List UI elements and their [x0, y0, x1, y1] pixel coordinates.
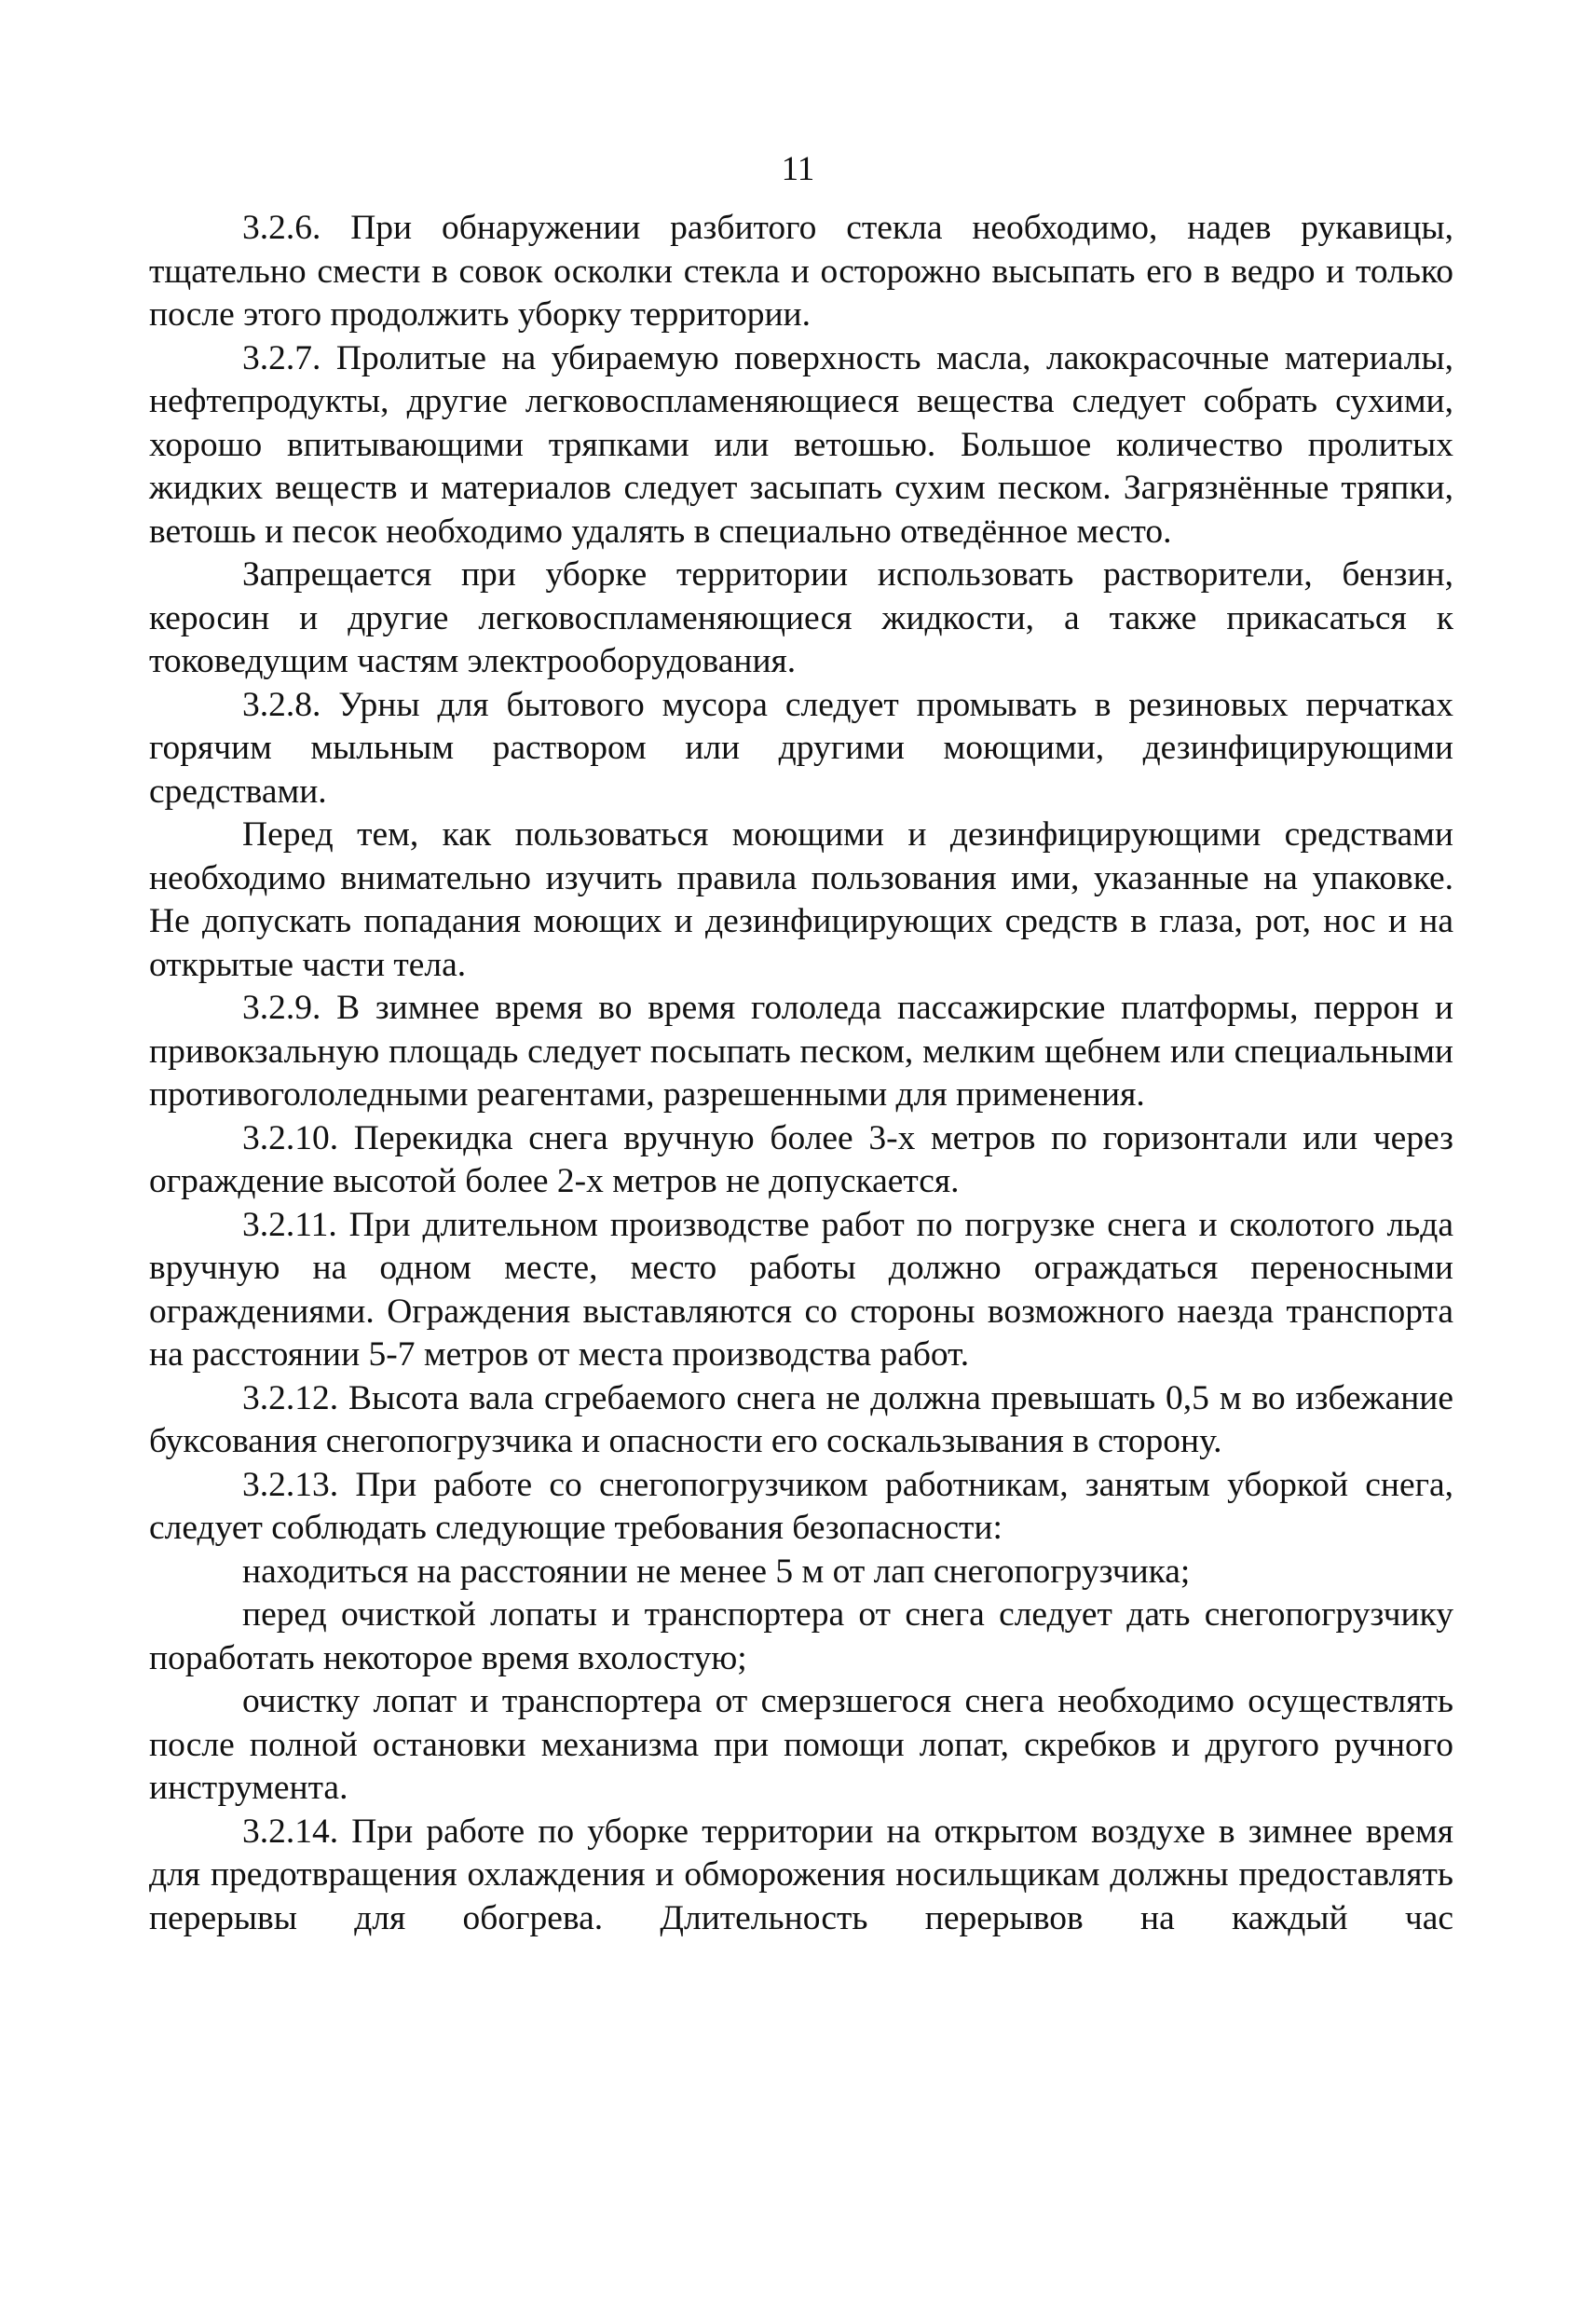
paragraph-3-2-9: 3.2.9. В зимнее время во время гололеда пассажирские платформы, перрон и привокзальную площадь следует посыпать песком, мелким щебнем или специальными противогололедными реагентами, разрешенными для применения. [149, 989, 1453, 1114]
paragraph-3-2-8: 3.2.8. Урны для бытового мусора следует промывать в резиновых перчатках горячим мыльным раствором или другими моющими, дезинфицирующими средствами. [149, 685, 1453, 811]
body-text [149, 207, 1453, 1940]
paragraph-3-2-10: 3.2.10. Перекидка снега вручную более 3-х метров по горизонтали или через ограждение высотой более 2-х метров не допускается. [149, 1118, 1453, 1200]
paragraph-requirement-cleaning: очистку лопат и транспортера от смерзшегося снега необходимо осуществлять после полной остановки механизма при помощи лопат, скребков и другого ручного инструмента. [149, 1682, 1453, 1807]
paragraph-3-2-6: 3.2.6. При обнаружении разбитого стекла необходимо, надев рукавицы, тщательно смести в совок осколки стекла и осторожно высыпать его в ведро и только после этого продолжить уборку территории. [149, 209, 1453, 334]
paragraph-requirement-distance: находиться на расстоянии не менее 5 м от лап снегопогрузчика; [242, 1552, 1191, 1591]
paragraph-3-2-14: 3.2.14. При работе по уборке территории на открытом воздухе в зимнее время для предотвращения охлаждения и обморожения носильщикам должны предоставлять перерывы для обогрева. Длительность перерывов на каждый час [149, 1812, 1453, 1937]
page-number: 11 [781, 150, 815, 188]
paragraph-3-2-7: 3.2.7. Пролитые на убираемую поверхность масла, лакокрасочные материалы, нефтепродукты, другие легковоспламеняющиеся вещества следует собрать сухими, хорошо впитывающими тряпками или ветошью. Большое количество пролитых жидких веществ и материалов следует засыпать сухим песком. Загрязнённые тряпки, ветошь и песок необходимо удалять в специально отведённое место. [149, 338, 1453, 551]
paragraph-requirement-idle: перед очисткой лопаты и транспортера от снега следует дать снегопогрузчику поработать некоторое время вхолостую; [149, 1595, 1453, 1677]
paragraph-3-2-13: 3.2.13. При работе со снегопогрузчиком работникам, занятым уборкой снега, следует соблюдать следующие требования безопасности: [149, 1465, 1453, 1547]
paragraph-prohibition: Запрещается при уборке территории использовать растворители, бензин, керосин и другие легковоспламеняющиеся жидкости, а также прикасаться к токоведущим частям электрооборудования. [149, 555, 1453, 680]
paragraph-3-2-12: 3.2.12. Высота вала сгребаемого снега не должна превышать 0,5 м во избежание буксования снегопогрузчика и опасности его соскальзывания в сторону. [149, 1378, 1453, 1460]
paragraph-3-2-11: 3.2.11. При длительном производстве работ по погрузке снега и сколотого льда вручную на одном месте, место работы должно ограждаться переносными ограждениями. Ограждения выставляются со стороны возможного наезда транспорта на расстоянии 5-7 метров от места производства работ. [149, 1205, 1453, 1374]
paragraph-detergents: Перед тем, как пользоваться моющими и дезинфицирующими средствами необходимо внимательно изучить правила пользования ими, указанные на упаковке. Не допускать попадания моющих и дезинфицирующих средств в глаза, рот, нос и на открытые части тела. [149, 815, 1453, 984]
